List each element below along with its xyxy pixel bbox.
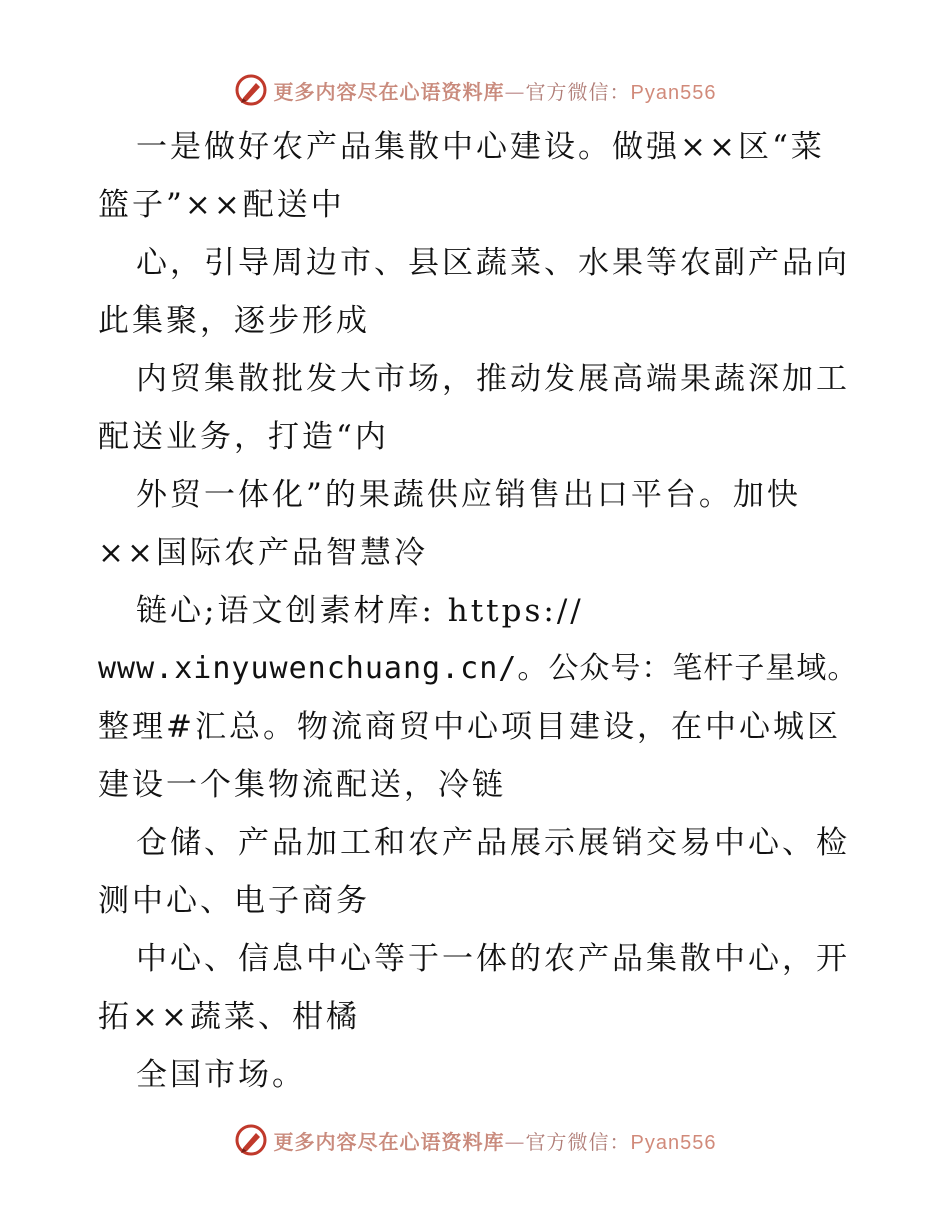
paragraph-7-line-1: 中心、信息中心等于一体的农产品集散中心，开	[136, 941, 850, 977]
watermark-wechat-id: Pyan556	[630, 1131, 717, 1154]
logo-pen-icon	[234, 73, 268, 107]
paragraph-4-line-2: ××国际农产品智慧冷	[98, 535, 428, 571]
header-watermark	[0, 70, 950, 110]
paragraph-1-line-1: 一是做好农产品集散中心建设。做强××区“菜	[136, 129, 825, 165]
paragraph-5-line-1: 链心;语文创素材库: https://	[136, 593, 584, 629]
watermark-main-text: 更多内容尽在心语资料库	[273, 79, 505, 104]
watermark-official-label: 官方微信：	[525, 79, 631, 104]
paragraph-1-line-2: 篮子”××配送中	[98, 187, 345, 223]
paragraph-2-line-1: 心，引导周边市、县区蔬菜、水果等农副产品向	[136, 245, 850, 281]
paragraph-4-line-1: 外贸一体化”的果蔬供应销售出口平台。加快	[136, 477, 801, 513]
watermark-dash: —	[504, 79, 526, 104]
paragraph-3-line-2: 配送业务，打造“内	[98, 419, 389, 455]
paragraph-5-line-2: www.xinyuwenchuang.cn/。公众号：笔杆子星域。	[98, 651, 859, 686]
logo-pen-icon	[234, 1123, 268, 1157]
paragraph-5-line-3: 整理#汇总。物流商贸中心项目建设，在中心城区	[98, 709, 841, 745]
footer-watermark	[0, 1120, 950, 1160]
paragraph-2-line-2: 此集聚，逐步形成	[98, 303, 370, 339]
paragraph-3-line-1: 内贸集散批发大市场，推动发展高端果蔬深加工	[136, 361, 850, 397]
paragraph-5-line-4: 建设一个集物流配送，冷链	[98, 767, 506, 803]
watermark-dash: —	[504, 1129, 526, 1154]
watermark-wechat-id: Pyan556	[630, 81, 717, 104]
paragraph-6-line-1: 仓储、产品加工和农产品展示展销交易中心、检	[136, 825, 850, 861]
paragraph-7-line-2: 拓××蔬菜、柑橘	[98, 999, 360, 1035]
watermark-official-label: 官方微信：	[525, 1129, 631, 1154]
paragraph-8-line-1: 全国市场。	[136, 1057, 306, 1093]
document-body	[98, 118, 858, 1104]
watermark-main-text: 更多内容尽在心语资料库	[273, 1129, 505, 1154]
paragraph-6-line-2: 测中心、电子商务	[98, 883, 370, 919]
